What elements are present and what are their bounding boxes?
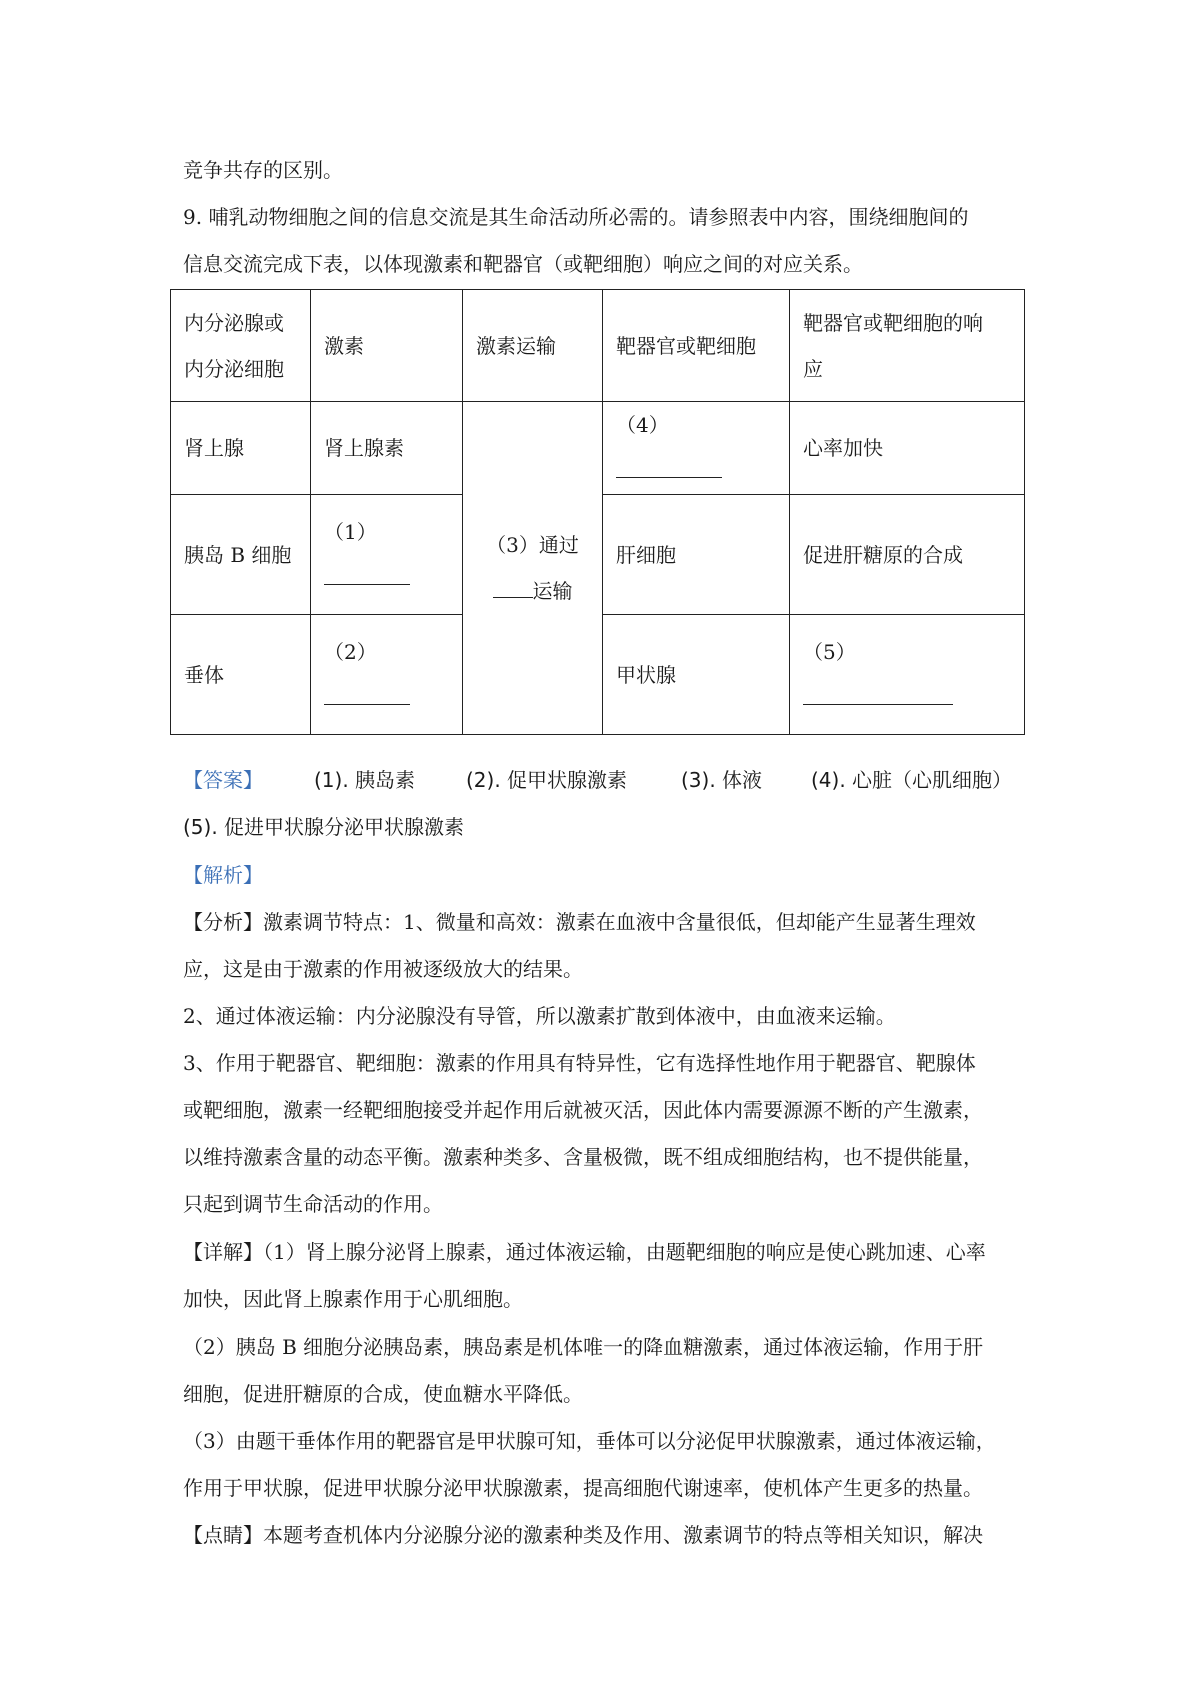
hormone-1-blank-line	[324, 555, 449, 601]
cell-hormone	[311, 495, 463, 615]
header-response-line2: 应	[803, 356, 823, 381]
analysis-line: 细胞，促进肝糖原的合成，使血糖水平降低。	[183, 1382, 583, 1406]
cell-gland: 肾上腺	[171, 402, 311, 495]
analysis-line: （3）由题干垂体作用的靶器官是甲状腺可知，垂体可以分泌促甲状腺激素，通过体液运输，	[183, 1429, 996, 1453]
header-response	[790, 290, 1025, 402]
cell-target: 甲状腺	[603, 615, 790, 735]
answer-item-4: (4). 心脏（心肌细胞）	[811, 768, 1013, 792]
cell-transport	[463, 402, 603, 735]
transport-line1: （3）通过	[486, 533, 579, 557]
prev-question-tail: 竞争共存的区别。	[183, 158, 343, 182]
header-response-line1: 靶器官或靶细胞的响	[803, 310, 983, 335]
target-4-label: （4）	[616, 413, 669, 437]
header-target: 靶器官或靶细胞	[603, 290, 790, 402]
analysis-line: 【点睛】本题考查机体内分泌腺分泌的激素种类及作用、激素调节的特点等相关知识，解决	[183, 1523, 983, 1547]
analysis-line: 【分析】激素调节特点：1、微量和高效：激素在血液中含量很低，但却能产生显著生理效	[183, 910, 976, 934]
cell-target: 肝细胞	[603, 495, 790, 615]
header-gland-line1: 内分泌腺或	[184, 310, 284, 335]
answer-item-5: (5). 促进甲状腺分泌甲状腺激素	[183, 815, 465, 839]
question-line-1: 9. 哺乳动物细胞之间的信息交流是其生命活动所必需的。请参照表中内容，围绕细胞间的	[183, 205, 969, 229]
analysis-line: 以维持激素含量的动态平衡。激素种类多、含量极微，既不组成细胞结构，也不提供能量，	[183, 1145, 983, 1169]
header-gland-line2: 内分泌细胞	[184, 356, 284, 381]
cell-gland: 垂体	[171, 615, 311, 735]
answer-blank-1[interactable]	[324, 562, 410, 585]
analysis-line: 只起到调节生命活动的作用。	[183, 1192, 443, 1216]
cell-response: 促进肝糖原的合成	[790, 495, 1025, 615]
analysis-line: 作用于甲状腺，促进甲状腺分泌甲状腺激素，提高细胞代谢速率，使机体产生更多的热量。	[183, 1476, 983, 1500]
header-gland	[171, 290, 311, 402]
analysis-line: 3、作用于靶器官、靶细胞：激素的作用具有特异性，它有选择性地作用于靶器官、靶腺体	[183, 1051, 976, 1075]
answer-item-2: (2). 促甲状腺激素	[466, 768, 628, 792]
answer-blank-3[interactable]	[493, 575, 533, 598]
cell-response: 心率加快	[790, 402, 1025, 495]
table-row	[171, 402, 1025, 495]
header-hormone: 激素	[311, 290, 463, 402]
question-line-2: 信息交流完成下表，以体现激素和靶器官（或靶细胞）响应之间的对应关系。	[183, 252, 863, 276]
answer-blank-5[interactable]	[803, 682, 953, 705]
hormone-2-blank-line	[324, 675, 449, 721]
answer-blank-2[interactable]	[324, 682, 410, 705]
analysis-line: 【详解】（1）肾上腺分泌肾上腺素，通过体液运输，由题靶细胞的响应是使心跳加速、心率	[183, 1240, 986, 1264]
transport-line2	[476, 568, 589, 614]
table-header-row	[171, 290, 1025, 402]
analysis-line: 应，这是由于激素的作用被逐级放大的结果。	[183, 957, 583, 981]
answer-blank-4[interactable]	[616, 455, 722, 478]
answer-item-1: (1). 胰岛素	[314, 768, 416, 792]
hormone-2-label: （2）	[324, 639, 377, 664]
answer-item-3: (3). 体液	[681, 768, 763, 792]
cell-hormone	[311, 615, 463, 735]
analysis-line: 或靶细胞，激素一经靶细胞接受并起作用后就被灭活，因此体内需要源源不断的产生激素，	[183, 1098, 983, 1122]
cell-target	[603, 402, 790, 495]
cell-gland: 胰岛 B 细胞	[171, 495, 311, 615]
response-5-label: （5）	[803, 639, 856, 664]
hormone-table	[170, 289, 1025, 735]
transport-suffix: 运输	[532, 579, 573, 603]
cell-response	[790, 615, 1025, 735]
analysis-line: 加快，因此肾上腺素作用于心肌细胞。	[183, 1287, 523, 1311]
answer-label: 【答案】	[183, 768, 263, 792]
analysis-line: （2）胰岛 B 细胞分泌胰岛素，胰岛素是机体唯一的降血糖激素，通过体液运输，作用于肝	[183, 1335, 984, 1359]
hormone-1-label: （1）	[324, 519, 377, 544]
header-transport: 激素运输	[463, 290, 603, 402]
analysis-line: 2、通过体液运输：内分泌腺没有导管，所以激素扩散到体液中，由血液来运输。	[183, 1004, 896, 1028]
cell-hormone: 肾上腺素	[311, 402, 463, 495]
analysis-label: 【解析】	[183, 863, 263, 887]
